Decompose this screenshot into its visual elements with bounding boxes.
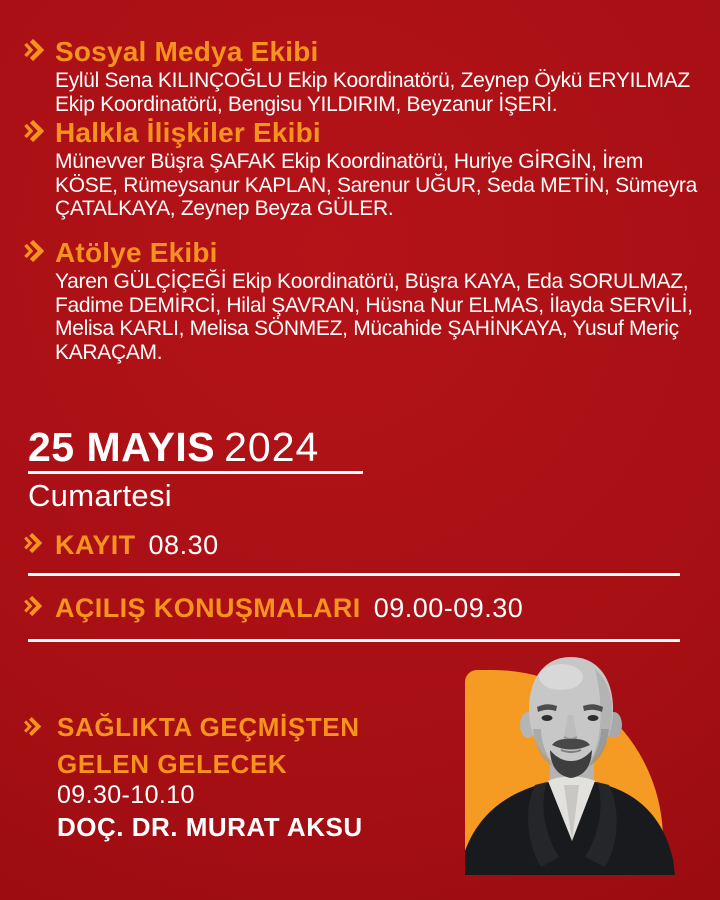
chevron-right-icon (23, 594, 42, 623)
schedule-row-kayit (23, 530, 219, 560)
date-day-month: 25 MAYIS (28, 424, 216, 470)
chevron-right-icon (23, 118, 44, 149)
schedule-row-acilis (23, 593, 523, 623)
chevron-right-icon (23, 715, 41, 743)
schedule-time: 09.00-09.30 (373, 592, 524, 623)
team-members: Yaren GÜLÇİÇEĞİ Ekip Koordinatörü, Büşra KAYA, Eda SORULMAZ, Fadime DEMİRCİ, Hilal ŞAVRAN, Hüsna Nur ELMAS, İlayda SERVİLİ, Melisa KARLI, Melisa SÖNMEZ, Mücahide ŞAHİNKAYA, Yusuf Meriç KARAÇAM. (55, 270, 693, 364)
chevron-right-icon (23, 37, 44, 68)
date-year: 2024 (224, 424, 320, 470)
team-section-sosyal-medya (23, 36, 713, 116)
weekday-label: Cumartesi (28, 478, 172, 513)
schedule-label: KAYIT (55, 529, 136, 560)
chevron-right-icon (23, 531, 42, 560)
team-members: Eylül Sena KILINÇOĞLU Ekip Koordinatörü, Zeynep Öykü ERYILMAZ Ekip Koordinatörü, Bengisu YILDIRIM, Beyzanur İŞERİ. (55, 69, 690, 116)
schedule-time: 08.30 (148, 529, 219, 560)
team-section-atolye (23, 237, 713, 364)
speaker-photo (465, 645, 677, 875)
team-members: Münevver Büşra ŞAFAK Ekip Koordinatörü, Huriye GİRGİN, İrem KÖSE, Rümeysanur KAPLAN, Sarenur UĞUR, Seda METİN, Sümeyra ÇATALKAYA, Zeynep Beyza GÜLER. (55, 150, 697, 220)
date-underline (28, 471, 363, 474)
schedule-label: AÇILIŞ KONUŞMALARI (55, 592, 361, 623)
team-section-halkla-iliskiler (23, 117, 713, 221)
session-title-line1: SAĞLIKTA GEÇMİŞTEN (57, 712, 360, 742)
team-title: Sosyal Medya Ekibi (55, 36, 319, 67)
team-title: Atölye Ekibi (55, 237, 218, 268)
session-time: 09.30-10.10 (57, 781, 195, 809)
team-title: Halkla İlişkiler Ekibi (55, 117, 321, 148)
divider-rule (28, 573, 680, 576)
session-title-line2: GELEN GELECEK (57, 749, 288, 779)
chevron-right-icon (23, 238, 44, 269)
divider-rule (28, 639, 680, 642)
session-speaker-name: DOÇ. DR. MURAT AKSU (57, 812, 363, 842)
